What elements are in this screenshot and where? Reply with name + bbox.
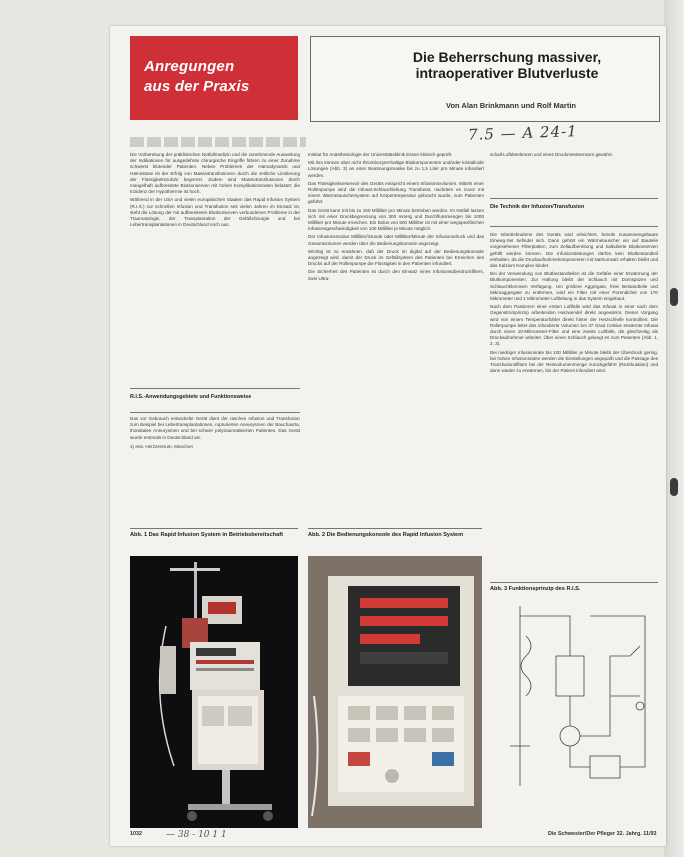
- divider: [490, 226, 658, 227]
- divider: [490, 582, 658, 583]
- control-console-image: [308, 556, 482, 828]
- figure-1-caption: Abb. 1 Das Rapid Infusion System in Betriebsbereitschaft: [130, 532, 283, 538]
- col3-paragraph-1: Die Inbetriebnahme des Geräts wird erleichtert, bereits zusammengebaute Einweg-Set befindet sich. Dann gehört ein Wärmetauscher ein auf Bauteile vorgesehenen Filterplatten, zum Zellaufbereitung und kalkulierte Blutkonserven gefüllt werden können. Die Infusionsleitungen dürfen kein Blutbestandteil enthalten, da die Druckaufnahmekomponenten mit Natriumsalz erhalten bleibt und das Kalzium Komplex bindet.: [490, 232, 658, 269]
- banner-line-1: Anregungen: [144, 58, 235, 75]
- figure-2-photo: [308, 556, 482, 828]
- divider: [130, 388, 300, 389]
- col2-paragraph-4: Das Gerät kann mit bis zu 150 Milliliter pro Minute betrieben werden. Im Notfall lassen sich mit einer Druckbegrenzung von 300 mmHg und Durchflussmengen bis 1000 Milliliter pro Minute erreichen. Ein Bolus von 500 Milliliter ist mit einer wegspezifischen Infusionsgeschwindigkeit von 100 Milliliter je Minute möglich.: [308, 207, 484, 232]
- col3-paragraph-3: Nach dem Passieren einer ersten Luftfalle wird das Infusat in einer nach dem Gegenstromprinzip arbeitenden Heizwendel direkt angewärmt. Dieser Vorgang wird von einem Temperaturfühler direkt hinter der Heizschleife kontrolliert. Die Rollerpumpe leitet das infundierte Volumen bei 37 Grad Celsius erwärmte Infusat durch einen 10-Mikrometer-Filter und eine zweite Luftfalle, die gleichzeitig als Druckaufnehmer arbeitet. Über einen Schlauch gelangt es zum Patienten (Abb. 1, 2, 3).: [490, 304, 658, 347]
- scan-edge: [664, 0, 684, 857]
- binder-clip-mark: [670, 478, 678, 496]
- article-title: [367, 49, 647, 81]
- col2-paragraph-6: Wichtig ist zu erwähnen, daß der Druck im digital auf der Bedienungskonsole angezeigt wird, damit der Druck im Gefäßsystem des Patienten bei Erreichen des Drucks auf der Rollenpumpe die Flüssigkeit in den Patienten infundiert.: [308, 248, 484, 267]
- section-banner: [130, 36, 298, 120]
- handwritten-footer-mark: — 38 - 10 1 1: [166, 830, 227, 840]
- column-2: [308, 152, 484, 284]
- figure-3-caption: Abb. 3 Funktionsprinzip des R.I.S.: [490, 586, 581, 592]
- figure-2-caption: Abb. 2 Die Bedienungskonsole des Rapid Infusion System: [308, 532, 464, 538]
- col3-heading: Die Technik der Infusion/Transfusion: [490, 204, 585, 210]
- handwritten-reference: 7.5 — A 24-1: [467, 122, 578, 144]
- col3-paragraph-4: Bei niedriger Infusionsrate bis 100 Milliliter je Minute bleibt der Überdruck gering, bei hohen Infusionsraten werden die Einstellungen angepaßt und die Passage des Transfusionsfilters bei der Restvolumenmenge zurückgeführt (Rezirkulation) und dann wieder zu erwärmen, bis der Patient infundiert wird.: [490, 349, 658, 374]
- divider: [130, 412, 300, 413]
- col3-paragraph-2: Bei der Verwendung von Blutbestandteilen ist die Gefäße einer Erwärmung der Blutkomponenten. Zur Haltung bleibt der Schlauch mit Dornspitzen und Schlauchklemmen Verfügung. Um größere Aggregate, freie Bestandteile und Mikroaggregate zu entfernen, wird ein Filter mit einer Porendichte von 170 Mikrometer und 1 Mikrometer Luftleitung in das System eingebaut.: [490, 271, 658, 302]
- title-line-2: intraoperativer Blutverluste: [415, 65, 599, 81]
- banner-line-2: aus der Praxis: [144, 78, 250, 95]
- col1-footnote: 1) Inst. Herzzentrum, München: [130, 443, 194, 449]
- divider: [490, 198, 658, 199]
- col3-top-paragraph: schall-Luftdetektoren und eines Druckmesssensors gewährt.: [490, 152, 614, 157]
- divider: [308, 528, 482, 529]
- binder-clip-mark: [670, 288, 678, 306]
- col1-paragraph-1: Die Vorbereitung der präklinischen Notfallmedizin und die zunehmende Ausweitung der Indikationen für ausgedehnte chirurgische Eingriffe führen zu einer Zunahme schwerst blutender Patienten. Neben Problemen der Hämodynamik und Hämostase ist der Erfolg von Massivtransfusionen durch die zeitliche Limitierung der Flüssigkeitszufuhr begrenzt. Zudem sind Massivtransfusionen durch mangelhaft aufbereitete Blutkonserven mit hohen Komplikationsraten belastet; die Inzidenz der Hypothermie ist hoch.: [130, 152, 300, 195]
- column-3: [490, 232, 658, 376]
- title-line-1: Die Beherrschung massiver,: [412, 49, 602, 65]
- figure-1-photo: [130, 556, 298, 828]
- page-number: 1032: [130, 831, 142, 837]
- column-1: [130, 152, 300, 230]
- figure-3-diagram: [490, 596, 658, 802]
- article-byline: Von Alan Brinkmann und Rolf Martin: [446, 101, 576, 110]
- column-3-top: [490, 152, 658, 160]
- article-title-box: [310, 36, 660, 122]
- col1-heading-2: R.I.S.-Anwendungsgebiete und Funktionsweise: [130, 394, 252, 400]
- col2-paragraph-2: Mit ihm können über nicht thrombozytenhaltige Blutkomponenten und/oder kristalloide Lösungen (Abb. 3) an einer Beatmungsmaske bis zu 1,5 Liter pro Minute infundiert werden.: [308, 160, 484, 178]
- col2-paragraph-3: Das Flüssigkeitsreservoir des Geräts entspricht einem Infusionsvolumen. Mittels einer Rollenpumpe wird die Infusat-Schlauchleitung Transfusat, nachdem es zuvor mit einem Wärmetauschersystem auf Körpertemperatur gebracht wurde, zum Patienten geführt.: [308, 180, 484, 205]
- col2-paragraph-1: Institut für Anästhesiologie der Universitätsklinik Essen klinisch geprüft.: [308, 152, 453, 157]
- col2-paragraph-7: Die Sicherheit des Patienten ist durch den Einsatz eines Infusionsüberdruckfilters, zwei Ultra-: [308, 269, 484, 281]
- col2-paragraph-5: Der Infusionsmodus Milliliter/Stunde oder Milliliter/Minute der Infusionsdruck und das Gesamtvolumen werden über die Bedienungskonsole angezeigt.: [308, 234, 484, 246]
- column-1-lower: [130, 416, 300, 452]
- divider: [130, 528, 298, 529]
- rapid-infusion-device-image: [130, 556, 298, 828]
- journal-reference: Die Schwester/Der Pfleger 32. Jahrg. 11/93: [548, 831, 657, 837]
- col1-paragraph-2: Während in der USA und vielen europäischen Staaten das Rapid Infusion System (R.I.S.) zur schnellen Infusion und Transfusion seit vielen Jahren im Einsatz ist, steht die Lösung der mit aufbereiteten Blutkonserven verbundenen Probleme in der Traumatologie, der Transplantation der Gefäßchirurgie und bei Lebertransplantationen in Deutschland noch aus.: [130, 197, 300, 228]
- function-principle-schematic: [490, 596, 658, 802]
- faded-intro-heading: [130, 137, 306, 147]
- col1-paragraph-3: Das vor Gebrauch entwickelte Gerät dient der raschen Infusion und Transfusion zum Beispiel bei Lebertransplantationen, rupturierten Aneurysmen der Bauchaorta, thorakalen Aneurysmen und bei schwer polytraumatisierten Patienten. Das Gerät wurde erstmals in Deutschland am: [130, 416, 300, 440]
